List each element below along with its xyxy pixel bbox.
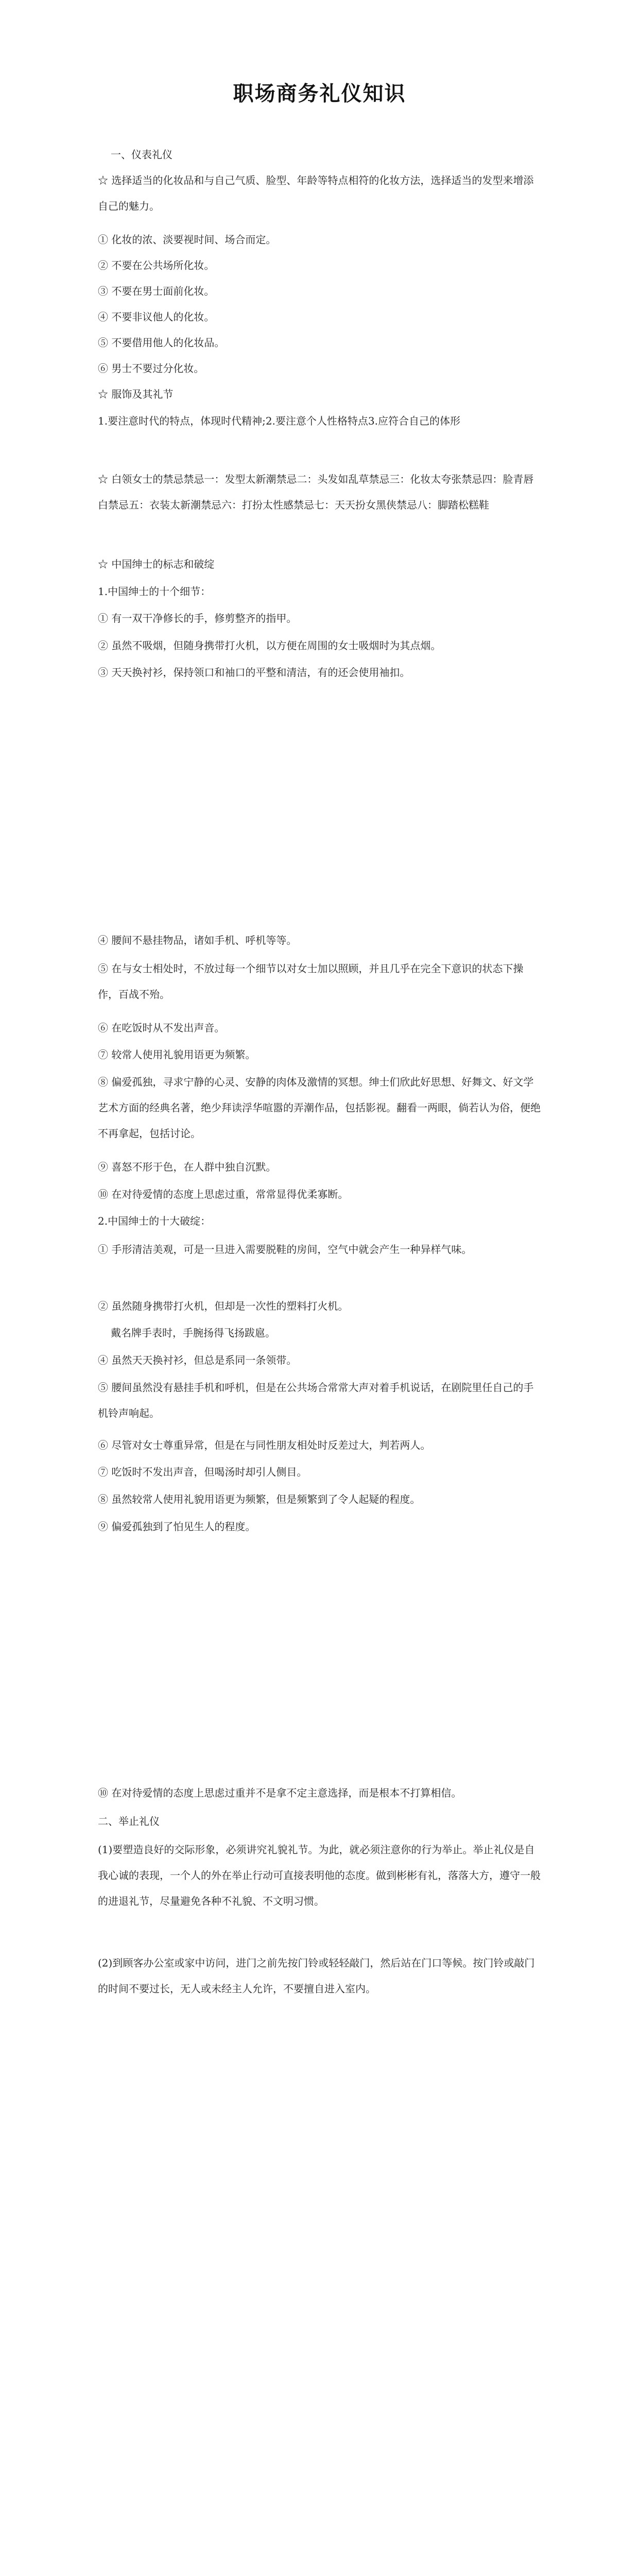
paragraph: ⑥ 在吃饭时从不发出声音。 [98,1022,225,1034]
paragraph: ⑤ 在与女士相处时，不放过每一个细节以对女士加以照顾，并且几乎在完全下意识的状态下操作，百战不殆。 [98,962,524,1001]
paragraph: ☆ 选择适当的化妆品和与自己气质、脸型、年龄等特点相符的化妆方法，选择适当的发型来增添自己的魅力。 [98,174,534,212]
paragraph: ⑤ 不要借用他人的化妆品。 [98,336,225,349]
paragraph: ⑩ 在对待爱情的态度上思虑过重，常常显得优柔寡断。 [98,1188,349,1200]
paragraph: ② 不要在公共场所化妆。 [98,259,215,272]
document-title: 职场商务礼仪知识 [233,81,406,106]
paragraph: ☆ 中国绅士的标志和破绽 [98,558,215,570]
paragraph: ⑥ 尽管对女士尊重异常，但是在与同性朋友相处时反差过大，判若两人。 [98,1439,431,1451]
paragraph: 1.要注意时代的特点，体现时代精神;2.要注意个人性格特点3.应符合自己的体形 [98,415,460,427]
paragraph: ⑦ 较常人使用礼貌用语更为频繁。 [98,1048,256,1061]
paragraph: 戴名牌手表时，手腕扬得飞扬跋扈。 [111,1327,275,1339]
paragraph: (2)到顾客办公室或家中访问，进门之前先按门铃或轻轻敲门，然后站在门口等候。按门铃或敲门的时间不要过长，无人或未经主人允许，不要擅自进入室内。 [98,1957,535,1995]
paragraph: ⑥ 男士不要过分化妆。 [98,362,204,375]
paragraph: ☆ 服饰及其礼节 [98,388,174,400]
paragraph: ⑨ 偏爱孤独到了怕见生人的程度。 [98,1520,256,1533]
paragraph: ⑩ 在对待爱情的态度上思虑过重并不是拿不定主意选择，而是根本不打算相信。 [98,1787,462,1799]
paragraph: ⑧ 虽然较常人使用礼貌用语更为频繁，但是频繁到了令人起疑的程度。 [98,1493,421,1505]
section-heading: 二、举止礼仪 [98,1815,160,1827]
paragraph: ③ 不要在男士面前化妆。 [98,285,215,297]
paragraph: ⑨ 喜怒不形于色，在人群中独自沉默。 [98,1161,277,1173]
paragraph: ④ 不要非议他人的化妆。 [98,311,215,323]
paragraph: ① 化妆的浓、淡要视时间、场合而定。 [98,233,277,246]
paragraph: ① 手形清洁美观，可是一旦进入需要脱鞋的房间，空气中就会产生一种异样气味。 [98,1243,472,1256]
paragraph: ⑤ 腰间虽然没有悬挂手机和呼机，但是在公共场合常常大声对着手机说话，在剧院里任自己的手机铃声响起。 [98,1381,534,1419]
paragraph: ③ 天天换衬衫，保持领口和袖口的平整和清洁，有的还会使用袖扣。 [98,666,410,679]
paragraph: ④ 虽然天天换衬衫，但总是系同一条领带。 [98,1354,297,1366]
paragraph: ① 有一双干净修长的手，修剪整齐的指甲。 [98,612,297,624]
section-heading: 一、仪表礼仪 [111,148,172,161]
paragraph: ⑧ 偏爱孤独，寻求宁静的心灵、安静的肉体及激情的冥想。绅士们欣此好思想、好舞文、好文学艺术方面的经典名著，绝少拜读浮华喧嚣的弄潮作品，包括影视。翻看一两眼，倘若认为俗，便绝不再拿起，包括讨论。 [98,1076,541,1140]
paragraph: ☆ 白领女士的禁忌禁忌一：发型太新潮禁忌二：头发如乱草禁忌三：化妆太夸张禁忌四：脸青唇白禁忌五：衣装太新潮禁忌六：打扮太性感禁忌七：天天扮女黑侠禁忌八：脚踏松糕鞋 [98,473,534,511]
paragraph: 1.中国绅士的十个细节： [98,585,211,598]
paragraph: ④ 腰间不悬挂物品，诸如手机、呼机等等。 [98,934,297,946]
paragraph: (1)要塑造良好的交际形象，必须讲究礼貌礼节。为此，就必须注意你的行为举止。举止礼仪是自我心诚的表现，一个人的外在举止行动可直接表明他的态度。做到彬彬有礼，落落大方，遵守一般的进退礼节，尽量避免各种不礼貌、不文明习惯。 [98,1843,541,1907]
paragraph: ⑦ 吃饭时不发出声音，但喝汤时却引人侧目。 [98,1466,307,1478]
paragraph: 2.中国绅士的十大破绽： [98,1215,211,1227]
paragraph: ② 虽然随身携带打火机，但却是一次性的塑料打火机。 [98,1300,349,1312]
paragraph: ② 虽然不吸烟，但随身携带打火机，以方便在周围的女士吸烟时为其点烟。 [98,639,441,652]
